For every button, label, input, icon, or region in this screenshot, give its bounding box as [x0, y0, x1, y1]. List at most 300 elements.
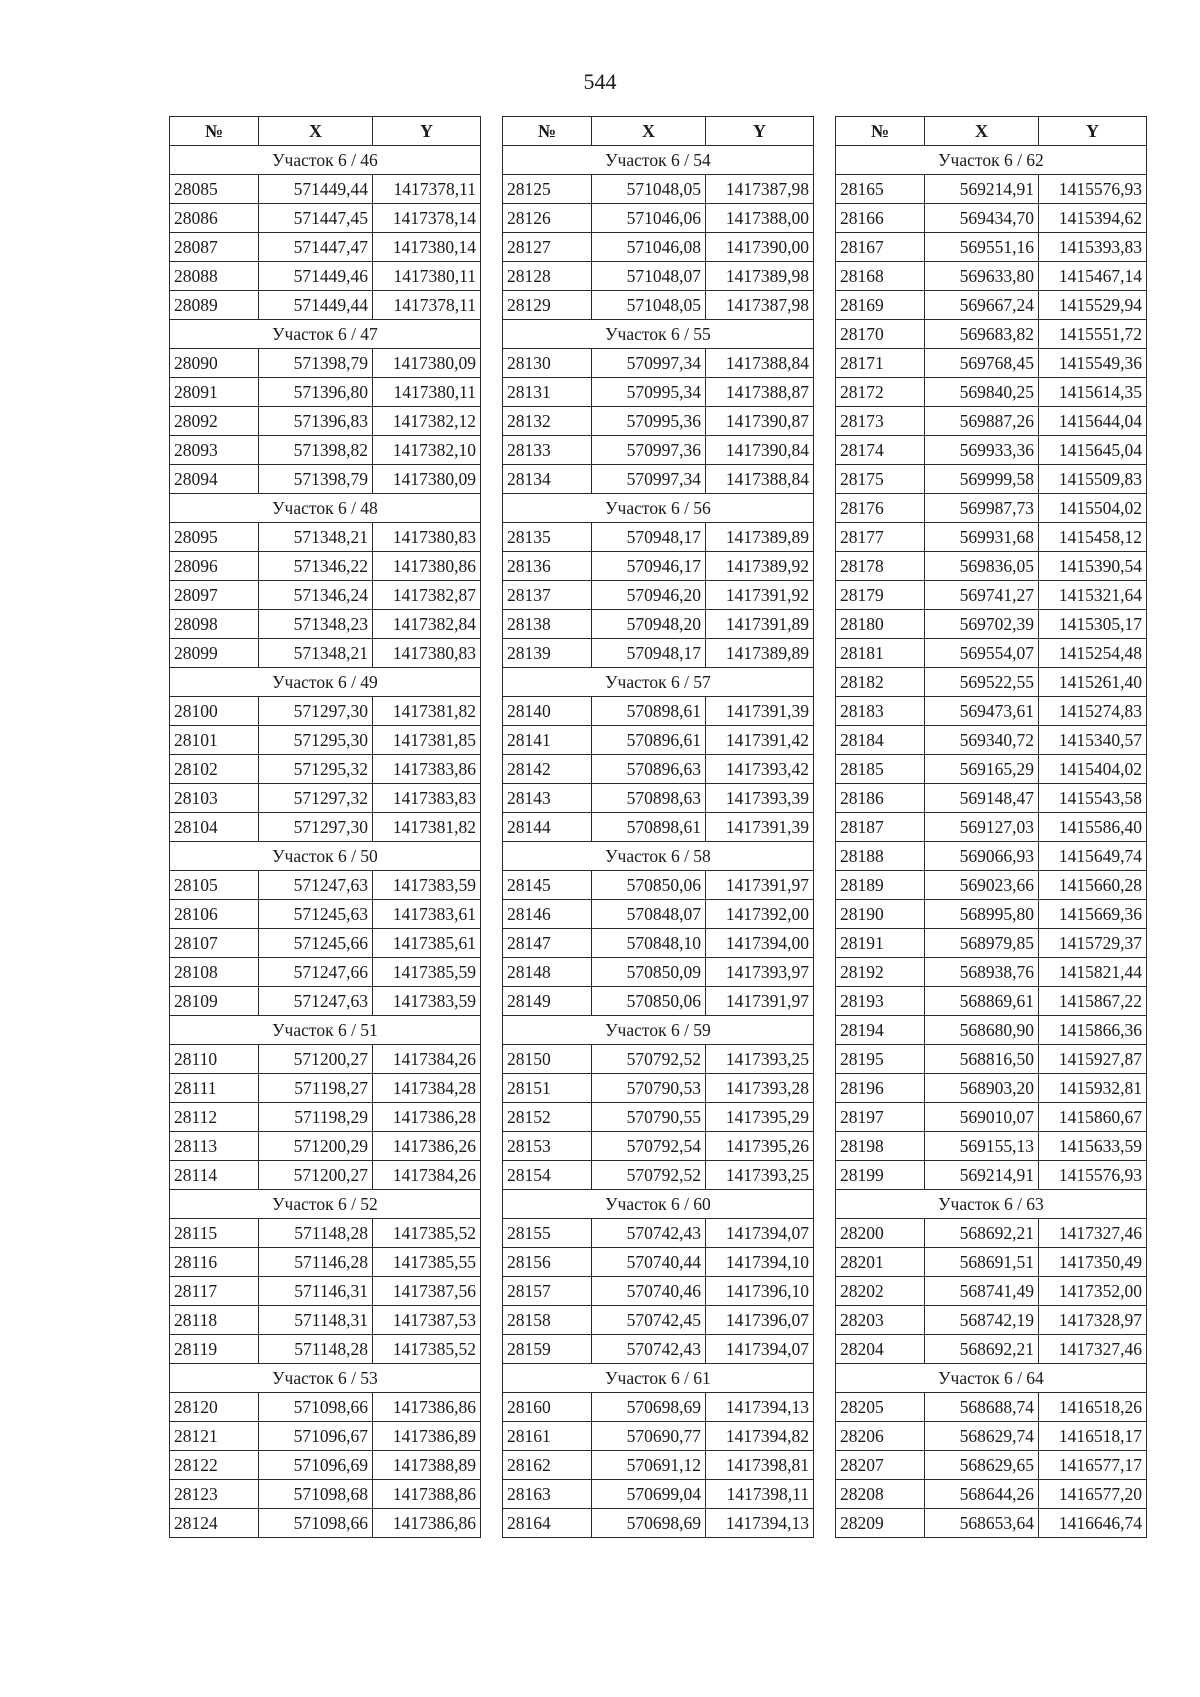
x-coordinate-cell: 569434,70 [925, 204, 1039, 233]
y-coordinate-cell: 1415393,83 [1039, 233, 1147, 262]
y-coordinate-cell: 1417391,92 [706, 581, 814, 610]
x-coordinate-cell: 571048,05 [592, 175, 706, 204]
table-row [170, 1103, 481, 1132]
x-coordinate-cell: 569840,25 [925, 378, 1039, 407]
y-coordinate-cell: 1417392,00 [706, 900, 814, 929]
point-number-cell: 28156 [503, 1248, 592, 1277]
table-row [170, 175, 481, 204]
section-title: Участок 6 / 47 [170, 320, 481, 349]
y-coordinate-cell: 1415576,93 [1039, 175, 1147, 204]
y-coordinate-cell: 1417383,59 [373, 987, 481, 1016]
point-number-cell: 28099 [170, 639, 259, 668]
y-coordinate-cell: 1415529,94 [1039, 291, 1147, 320]
x-coordinate-cell: 571146,28 [259, 1248, 373, 1277]
y-coordinate-cell: 1417378,11 [373, 175, 481, 204]
x-coordinate-cell: 570995,34 [592, 378, 706, 407]
table-row [836, 320, 1147, 349]
table-row [503, 581, 814, 610]
y-coordinate-cell: 1417386,26 [373, 1132, 481, 1161]
table-row [170, 1509, 481, 1538]
table-row [170, 1480, 481, 1509]
point-number-cell: 28098 [170, 610, 259, 639]
section-title: Участок 6 / 64 [836, 1364, 1147, 1393]
point-number-cell: 28168 [836, 262, 925, 291]
section-title: Участок 6 / 59 [503, 1016, 814, 1045]
x-coordinate-cell: 568644,26 [925, 1480, 1039, 1509]
x-coordinate-cell: 570946,17 [592, 552, 706, 581]
x-coordinate-cell: 568995,80 [925, 900, 1039, 929]
y-coordinate-cell: 1415729,37 [1039, 929, 1147, 958]
table-row [836, 987, 1147, 1016]
table-row [503, 784, 814, 813]
table-row [170, 1335, 481, 1364]
y-coordinate-cell: 1417383,59 [373, 871, 481, 900]
table-row [836, 407, 1147, 436]
point-number-cell: 28191 [836, 929, 925, 958]
x-coordinate-cell: 571098,68 [259, 1480, 373, 1509]
point-number-cell: 28195 [836, 1045, 925, 1074]
point-number-cell: 28091 [170, 378, 259, 407]
table-row [503, 175, 814, 204]
y-coordinate-cell: 1417391,97 [706, 987, 814, 1016]
x-coordinate-cell: 570898,61 [592, 813, 706, 842]
table-row [170, 1045, 481, 1074]
point-number-cell: 28166 [836, 204, 925, 233]
point-number-cell: 28130 [503, 349, 592, 378]
x-coordinate-cell: 569741,27 [925, 581, 1039, 610]
x-coordinate-cell: 570848,10 [592, 929, 706, 958]
table-row [836, 1074, 1147, 1103]
table-row [503, 610, 814, 639]
x-coordinate-cell: 570948,20 [592, 610, 706, 639]
section-title: Участок 6 / 61 [503, 1364, 814, 1393]
point-number-cell: 28179 [836, 581, 925, 610]
table-row [503, 1335, 814, 1364]
point-number-cell: 28154 [503, 1161, 592, 1190]
table-row [836, 1480, 1147, 1509]
x-coordinate-cell: 570790,55 [592, 1103, 706, 1132]
x-coordinate-cell: 568816,50 [925, 1045, 1039, 1074]
y-coordinate-cell: 1417382,87 [373, 581, 481, 610]
table-row [836, 1393, 1147, 1422]
y-coordinate-cell: 1417380,09 [373, 465, 481, 494]
section-row [503, 1190, 814, 1219]
table-row [170, 1219, 481, 1248]
table-row [836, 958, 1147, 987]
y-coordinate-cell: 1417387,98 [706, 291, 814, 320]
x-coordinate-cell: 568653,64 [925, 1509, 1039, 1538]
table-row [170, 813, 481, 842]
table-row [170, 262, 481, 291]
y-coordinate-cell: 1417395,29 [706, 1103, 814, 1132]
x-coordinate-cell: 569473,61 [925, 697, 1039, 726]
column-header-number: № [503, 117, 592, 146]
x-coordinate-cell: 569931,68 [925, 523, 1039, 552]
table-row [170, 581, 481, 610]
x-coordinate-cell: 571146,31 [259, 1277, 373, 1306]
y-coordinate-cell: 1417380,11 [373, 378, 481, 407]
y-coordinate-cell: 1417384,26 [373, 1161, 481, 1190]
y-coordinate-cell: 1417394,13 [706, 1393, 814, 1422]
x-coordinate-cell: 570698,69 [592, 1509, 706, 1538]
y-coordinate-cell: 1415860,67 [1039, 1103, 1147, 1132]
y-coordinate-cell: 1417380,09 [373, 349, 481, 378]
x-coordinate-cell: 571295,30 [259, 726, 373, 755]
section-row [503, 842, 814, 871]
section-row [170, 146, 481, 175]
table-row [836, 378, 1147, 407]
table-row [170, 726, 481, 755]
table-row [836, 1248, 1147, 1277]
y-coordinate-cell: 1417382,84 [373, 610, 481, 639]
point-number-cell: 28205 [836, 1393, 925, 1422]
point-number-cell: 28101 [170, 726, 259, 755]
point-number-cell: 28209 [836, 1509, 925, 1538]
point-number-cell: 28149 [503, 987, 592, 1016]
y-coordinate-cell: 1417387,56 [373, 1277, 481, 1306]
section-row [836, 146, 1147, 175]
point-number-cell: 28208 [836, 1480, 925, 1509]
y-coordinate-cell: 1417390,84 [706, 436, 814, 465]
x-coordinate-cell: 569340,72 [925, 726, 1039, 755]
y-coordinate-cell: 1415305,17 [1039, 610, 1147, 639]
y-coordinate-cell: 1417396,10 [706, 1277, 814, 1306]
point-number-cell: 28094 [170, 465, 259, 494]
table-row [170, 465, 481, 494]
point-number-cell: 28134 [503, 465, 592, 494]
table-row [170, 1306, 481, 1335]
page-number: 544 [583, 69, 617, 94]
point-number-cell: 28197 [836, 1103, 925, 1132]
x-coordinate-cell: 571148,28 [259, 1335, 373, 1364]
y-coordinate-cell: 1415551,72 [1039, 320, 1147, 349]
y-coordinate-cell: 1417378,14 [373, 204, 481, 233]
point-number-cell: 28183 [836, 697, 925, 726]
table-row [836, 465, 1147, 494]
x-coordinate-cell: 571398,79 [259, 349, 373, 378]
y-coordinate-cell: 1417394,13 [706, 1509, 814, 1538]
table-header-row [170, 117, 481, 146]
point-number-cell: 28144 [503, 813, 592, 842]
section-row [170, 1016, 481, 1045]
point-number-cell: 28190 [836, 900, 925, 929]
table-row [836, 1422, 1147, 1451]
y-coordinate-cell: 1417394,07 [706, 1335, 814, 1364]
y-coordinate-cell: 1417394,00 [706, 929, 814, 958]
table-row [503, 813, 814, 842]
table-row [503, 233, 814, 262]
point-number-cell: 28194 [836, 1016, 925, 1045]
point-number-cell: 28146 [503, 900, 592, 929]
x-coordinate-cell: 571449,46 [259, 262, 373, 291]
x-coordinate-cell: 571200,27 [259, 1161, 373, 1190]
y-coordinate-cell: 1417393,42 [706, 755, 814, 784]
point-number-cell: 28087 [170, 233, 259, 262]
y-coordinate-cell: 1415932,81 [1039, 1074, 1147, 1103]
table-row [170, 1132, 481, 1161]
table-row [503, 1161, 814, 1190]
table-row [836, 552, 1147, 581]
point-number-cell: 28114 [170, 1161, 259, 1190]
section-row [170, 842, 481, 871]
y-coordinate-cell: 1415644,04 [1039, 407, 1147, 436]
point-number-cell: 28159 [503, 1335, 592, 1364]
point-number-cell: 28170 [836, 320, 925, 349]
point-number-cell: 28100 [170, 697, 259, 726]
point-number-cell: 28118 [170, 1306, 259, 1335]
x-coordinate-cell: 569165,29 [925, 755, 1039, 784]
table-row [836, 697, 1147, 726]
point-number-cell: 28090 [170, 349, 259, 378]
point-number-cell: 28110 [170, 1045, 259, 1074]
point-number-cell: 28153 [503, 1132, 592, 1161]
y-coordinate-cell: 1415821,44 [1039, 958, 1147, 987]
x-coordinate-cell: 571096,69 [259, 1451, 373, 1480]
x-coordinate-cell: 571247,66 [259, 958, 373, 987]
y-coordinate-cell: 1417393,25 [706, 1045, 814, 1074]
table-row [836, 262, 1147, 291]
y-coordinate-cell: 1417394,07 [706, 1219, 814, 1248]
table-row [836, 784, 1147, 813]
y-coordinate-cell: 1417388,00 [706, 204, 814, 233]
point-number-cell: 28163 [503, 1480, 592, 1509]
table-row [836, 1103, 1147, 1132]
table-row [836, 1161, 1147, 1190]
table-row [170, 755, 481, 784]
point-number-cell: 28143 [503, 784, 592, 813]
section-title: Участок 6 / 51 [170, 1016, 481, 1045]
x-coordinate-cell: 568742,19 [925, 1306, 1039, 1335]
column-header-number: № [836, 117, 925, 146]
section-title: Участок 6 / 62 [836, 146, 1147, 175]
table-row [503, 1045, 814, 1074]
y-coordinate-cell: 1417391,39 [706, 813, 814, 842]
point-number-cell: 28105 [170, 871, 259, 900]
y-coordinate-cell: 1417389,92 [706, 552, 814, 581]
x-coordinate-cell: 571297,32 [259, 784, 373, 813]
section-title: Участок 6 / 56 [503, 494, 814, 523]
table-row [170, 900, 481, 929]
table-header-row [503, 117, 814, 146]
y-coordinate-cell: 1417394,82 [706, 1422, 814, 1451]
x-coordinate-cell: 571200,29 [259, 1132, 373, 1161]
x-coordinate-cell: 569522,55 [925, 668, 1039, 697]
section-row [170, 320, 481, 349]
point-number-cell: 28132 [503, 407, 592, 436]
y-coordinate-cell: 1415586,40 [1039, 813, 1147, 842]
y-coordinate-cell: 1417385,59 [373, 958, 481, 987]
y-coordinate-cell: 1415645,04 [1039, 436, 1147, 465]
x-coordinate-cell: 571096,67 [259, 1422, 373, 1451]
point-number-cell: 28148 [503, 958, 592, 987]
x-coordinate-cell: 571148,28 [259, 1219, 373, 1248]
x-coordinate-cell: 569887,26 [925, 407, 1039, 436]
y-coordinate-cell: 1417394,10 [706, 1248, 814, 1277]
y-coordinate-cell: 1415340,57 [1039, 726, 1147, 755]
section-row [503, 146, 814, 175]
x-coordinate-cell: 570997,36 [592, 436, 706, 465]
table-row [836, 668, 1147, 697]
x-coordinate-cell: 571098,66 [259, 1509, 373, 1538]
x-coordinate-cell: 568903,20 [925, 1074, 1039, 1103]
table-row [170, 639, 481, 668]
x-coordinate-cell: 570742,43 [592, 1335, 706, 1364]
section-title: Участок 6 / 52 [170, 1190, 481, 1219]
x-coordinate-cell: 568691,51 [925, 1248, 1039, 1277]
x-coordinate-cell: 570742,43 [592, 1219, 706, 1248]
table-row [170, 697, 481, 726]
y-coordinate-cell: 1417393,25 [706, 1161, 814, 1190]
point-number-cell: 28095 [170, 523, 259, 552]
x-coordinate-cell: 570848,07 [592, 900, 706, 929]
y-coordinate-cell: 1415633,59 [1039, 1132, 1147, 1161]
x-coordinate-cell: 571297,30 [259, 813, 373, 842]
y-coordinate-cell: 1417391,89 [706, 610, 814, 639]
point-number-cell: 28127 [503, 233, 592, 262]
x-coordinate-cell: 570997,34 [592, 465, 706, 494]
x-coordinate-cell: 569702,39 [925, 610, 1039, 639]
column-header-x: X [592, 117, 706, 146]
coordinates-table-2 [502, 116, 814, 1538]
table-row [836, 639, 1147, 668]
y-coordinate-cell: 1417382,10 [373, 436, 481, 465]
point-number-cell: 28162 [503, 1451, 592, 1480]
y-coordinate-cell: 1417388,89 [373, 1451, 481, 1480]
y-coordinate-cell: 1415504,02 [1039, 494, 1147, 523]
x-coordinate-cell: 571046,08 [592, 233, 706, 262]
x-coordinate-cell: 569551,16 [925, 233, 1039, 262]
section-row [170, 1364, 481, 1393]
x-coordinate-cell: 569023,66 [925, 871, 1039, 900]
section-title: Участок 6 / 60 [503, 1190, 814, 1219]
table-row [836, 233, 1147, 262]
table-row [503, 900, 814, 929]
y-coordinate-cell: 1417385,52 [373, 1219, 481, 1248]
point-number-cell: 28203 [836, 1306, 925, 1335]
y-coordinate-cell: 1417386,89 [373, 1422, 481, 1451]
point-number-cell: 28182 [836, 668, 925, 697]
point-number-cell: 28103 [170, 784, 259, 813]
table-row [836, 1306, 1147, 1335]
table-header-row [836, 117, 1147, 146]
x-coordinate-cell: 568869,61 [925, 987, 1039, 1016]
section-row [836, 1364, 1147, 1393]
point-number-cell: 28108 [170, 958, 259, 987]
x-coordinate-cell: 569836,05 [925, 552, 1039, 581]
point-number-cell: 28088 [170, 262, 259, 291]
table-row [503, 1132, 814, 1161]
section-title: Участок 6 / 46 [170, 146, 481, 175]
x-coordinate-cell: 570740,46 [592, 1277, 706, 1306]
table-row [836, 1219, 1147, 1248]
table-row [836, 1277, 1147, 1306]
x-coordinate-cell: 571198,27 [259, 1074, 373, 1103]
point-number-cell: 28129 [503, 291, 592, 320]
y-coordinate-cell: 1415390,54 [1039, 552, 1147, 581]
point-number-cell: 28152 [503, 1103, 592, 1132]
y-coordinate-cell: 1417327,46 [1039, 1219, 1147, 1248]
x-coordinate-cell: 571245,66 [259, 929, 373, 958]
x-coordinate-cell: 569667,24 [925, 291, 1039, 320]
y-coordinate-cell: 1417390,00 [706, 233, 814, 262]
table-row [836, 494, 1147, 523]
table-row [170, 1161, 481, 1190]
table-row [503, 1509, 814, 1538]
point-number-cell: 28192 [836, 958, 925, 987]
y-coordinate-cell: 1417389,89 [706, 639, 814, 668]
x-coordinate-cell: 571398,82 [259, 436, 373, 465]
table-row [503, 958, 814, 987]
x-coordinate-cell: 570740,44 [592, 1248, 706, 1277]
x-coordinate-cell: 571048,05 [592, 291, 706, 320]
y-coordinate-cell: 1415394,62 [1039, 204, 1147, 233]
point-number-cell: 28147 [503, 929, 592, 958]
point-number-cell: 28161 [503, 1422, 592, 1451]
y-coordinate-cell: 1417395,26 [706, 1132, 814, 1161]
point-number-cell: 28177 [836, 523, 925, 552]
table-row [503, 1451, 814, 1480]
table-row [836, 581, 1147, 610]
x-coordinate-cell: 571449,44 [259, 175, 373, 204]
table-row [170, 552, 481, 581]
table-row [503, 1422, 814, 1451]
x-coordinate-cell: 569010,07 [925, 1103, 1039, 1132]
point-number-cell: 28180 [836, 610, 925, 639]
point-number-cell: 28145 [503, 871, 592, 900]
y-coordinate-cell: 1415669,36 [1039, 900, 1147, 929]
point-number-cell: 28150 [503, 1045, 592, 1074]
point-number-cell: 28117 [170, 1277, 259, 1306]
table-row [503, 436, 814, 465]
table-row [170, 1248, 481, 1277]
x-coordinate-cell: 571348,21 [259, 639, 373, 668]
x-coordinate-cell: 570898,61 [592, 697, 706, 726]
x-coordinate-cell: 569683,82 [925, 320, 1039, 349]
y-coordinate-cell: 1417378,11 [373, 291, 481, 320]
table-row [503, 1074, 814, 1103]
point-number-cell: 28085 [170, 175, 259, 204]
point-number-cell: 28160 [503, 1393, 592, 1422]
y-coordinate-cell: 1417382,12 [373, 407, 481, 436]
x-coordinate-cell: 571348,21 [259, 523, 373, 552]
table-row [170, 610, 481, 639]
y-coordinate-cell: 1417385,52 [373, 1335, 481, 1364]
table-body [503, 146, 814, 1538]
y-coordinate-cell: 1417380,83 [373, 523, 481, 552]
x-coordinate-cell: 569155,13 [925, 1132, 1039, 1161]
point-number-cell: 28104 [170, 813, 259, 842]
table-row [503, 987, 814, 1016]
point-number-cell: 28185 [836, 755, 925, 784]
table-row [170, 233, 481, 262]
point-number-cell: 28158 [503, 1306, 592, 1335]
table-row [170, 349, 481, 378]
x-coordinate-cell: 570995,36 [592, 407, 706, 436]
table-row [170, 987, 481, 1016]
x-coordinate-cell: 570946,20 [592, 581, 706, 610]
point-number-cell: 28188 [836, 842, 925, 871]
y-coordinate-cell: 1417327,46 [1039, 1335, 1147, 1364]
x-coordinate-cell: 570997,34 [592, 349, 706, 378]
point-number-cell: 28169 [836, 291, 925, 320]
table-row [170, 523, 481, 552]
table-row [503, 291, 814, 320]
y-coordinate-cell: 1415509,83 [1039, 465, 1147, 494]
point-number-cell: 28125 [503, 175, 592, 204]
y-coordinate-cell: 1416518,26 [1039, 1393, 1147, 1422]
point-number-cell: 28135 [503, 523, 592, 552]
table-row [836, 1509, 1147, 1538]
